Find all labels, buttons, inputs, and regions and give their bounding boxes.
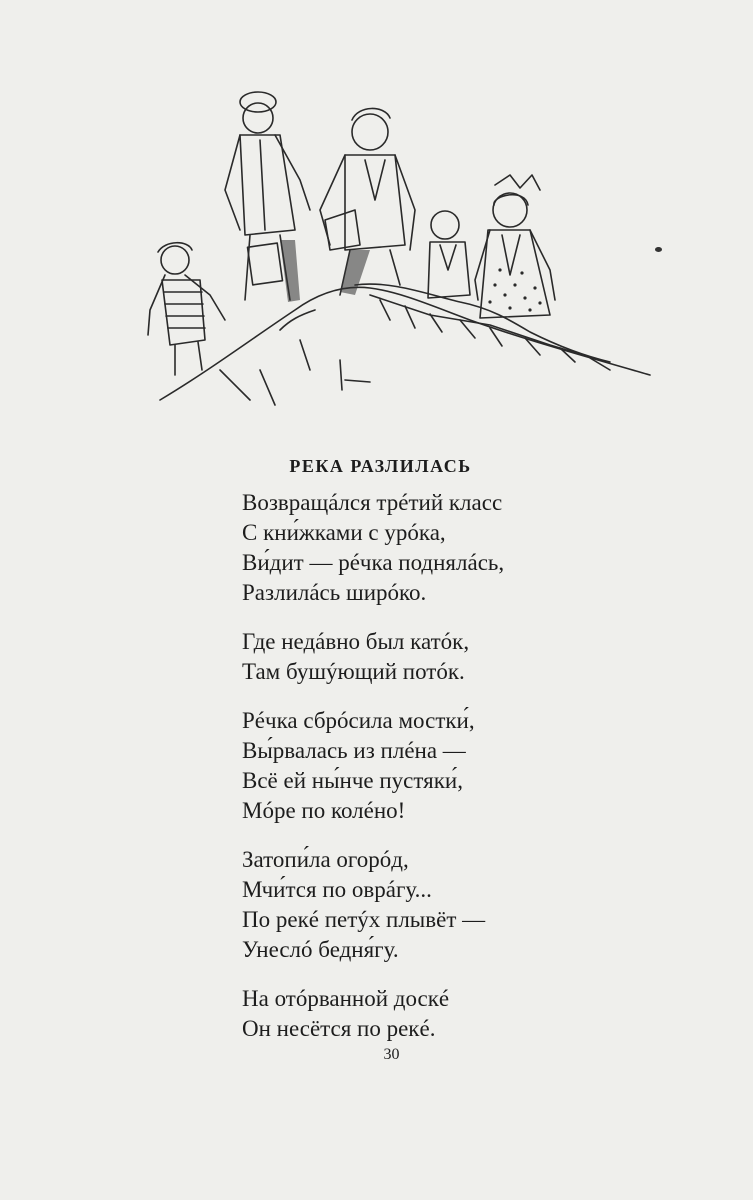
poem-line: Затопи́ла огорóд, (242, 847, 409, 872)
poem-line: Рéчка сбрóсила мостки́, (242, 708, 475, 733)
poem-line: Унеслó бедня́гу. (242, 937, 399, 962)
poem-line: Мчи́тся по оврáгу... (242, 877, 432, 902)
stanza-1 (242, 488, 602, 608)
stanza-4 (242, 845, 602, 965)
children-on-hill-illustration (130, 70, 665, 415)
poem-line: По рекé петýх плывёт — (242, 907, 486, 932)
stanza-2 (242, 627, 602, 687)
poem-line: С кни́жками с урóка, (242, 520, 446, 545)
poem-line: Ви́дит — рéчка поднялáсь, (242, 550, 505, 575)
poem-line: Он несётся по рекé. (242, 1016, 436, 1041)
stanza-5 (242, 984, 602, 1044)
poem-line: Возвращáлся трéтий класс (242, 490, 503, 515)
poem-line: Где недáвно был катóк, (242, 629, 470, 654)
stanza-3 (242, 706, 602, 826)
poem-line: Всё ей ны́нче пустяки́, (242, 768, 463, 793)
poem-line: Мóре по колéно! (242, 798, 406, 823)
poem-body (242, 488, 602, 1063)
ink-speck (655, 247, 662, 252)
poem-line: Разлилáсь ширóко. (242, 580, 427, 605)
poem-line: Там бушýющий потóк. (242, 659, 465, 684)
poem-line: Вы́рвалась из плéна — (242, 738, 466, 763)
poem-title: РЕКА РАЗЛИЛАСЬ (289, 456, 472, 476)
poem-line: На отóрванной доскé (242, 986, 450, 1011)
page-number: 30 (383, 1046, 400, 1063)
